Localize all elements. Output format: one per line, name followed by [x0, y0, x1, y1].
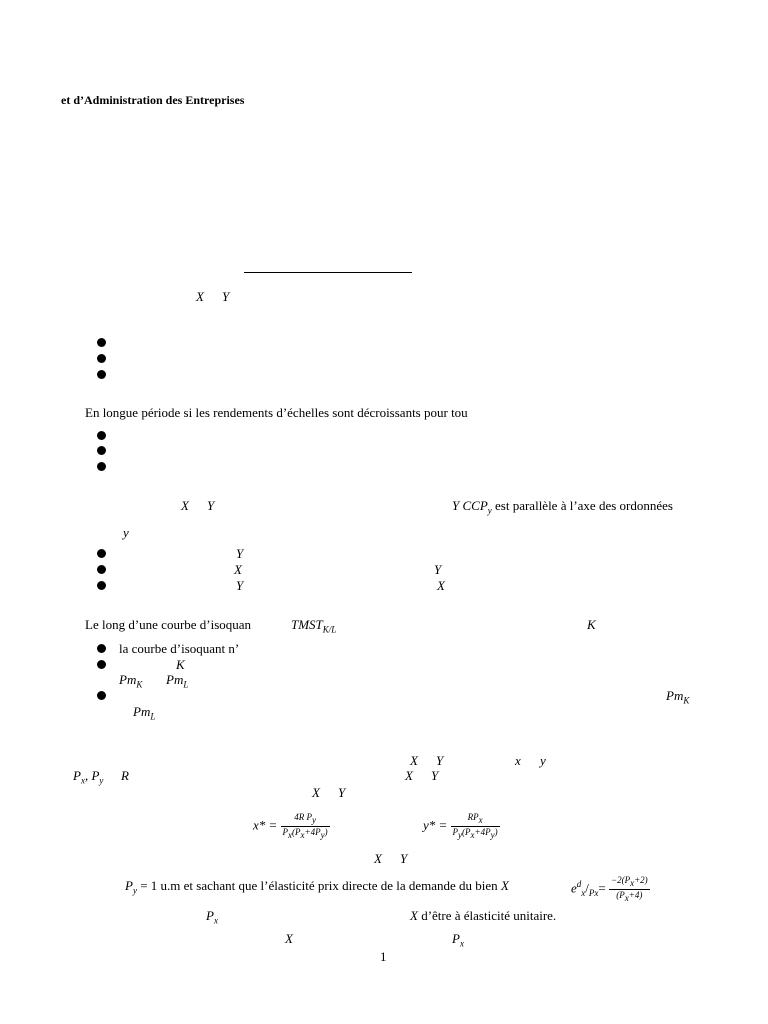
- q5-var-y2: Y: [431, 768, 439, 783]
- q5-py-line: $P_y = 1$ u.m et sachant que l’élasticité prix directe de la demande du bien X: [125, 878, 509, 896]
- q4-lead: Le long d’une courbe d’isoquan: [85, 617, 252, 632]
- q5-last-x: X: [285, 931, 293, 946]
- q5-var-y4: Y: [400, 851, 408, 866]
- bullet-icon: [97, 660, 106, 669]
- bullet-icon: [97, 431, 106, 440]
- institution-header: et d’Administration des Entreprises: [61, 93, 245, 107]
- q5-prices: $P_x$, $P_y$: [73, 768, 104, 786]
- q1-var-y: Y: [222, 289, 230, 304]
- xstar-formula: x* = $\frac{4R P_y}{P_x(P_x+4P_y)}$: [253, 812, 328, 840]
- q4-b2-k: K: [176, 657, 185, 672]
- bullet-icon: [97, 691, 106, 700]
- q5-last-px: $P_x$: [452, 931, 464, 949]
- q4-tmst: $TMST_{K/L}$: [291, 617, 337, 635]
- q3-b1-y: Y: [236, 546, 244, 561]
- bullet-icon: [97, 462, 106, 471]
- q5-var-x4: X: [374, 851, 382, 866]
- bullet-icon: [97, 565, 106, 574]
- bullet-icon: [97, 549, 106, 558]
- bullet-icon: [97, 370, 106, 379]
- q3-var-y: Y: [207, 498, 215, 513]
- q3-ccp-label: Y CCP: [452, 498, 488, 513]
- page-number: 1: [380, 949, 387, 964]
- q5-unit-line: X d’être à élasticité unitaire.: [410, 908, 557, 923]
- bullet-icon: [97, 354, 106, 363]
- q3-ccp-text: est parallèle à l’axe des ordonnées: [495, 498, 673, 513]
- q3-b3-x: X: [437, 578, 445, 593]
- q5-var-x2: X: [405, 768, 413, 783]
- bullet-icon: [97, 446, 106, 455]
- q5-var-x: X: [410, 753, 418, 768]
- q3-b3-y: Y: [236, 578, 244, 593]
- q3-ccp-line: [452, 499, 673, 516]
- q4-pmk-2: $Pm_K$: [666, 688, 690, 706]
- title-underline: [244, 272, 412, 273]
- q5-income: R: [121, 768, 129, 783]
- q4-k: K: [587, 617, 596, 632]
- elasticity-formula: $e^d_x/_{Px}=$ $\frac{-2(P_x+2)}{(P_x+4)}$: [571, 875, 648, 903]
- q3-var-x: X: [181, 498, 189, 513]
- q4-b1: la courbe d’isoquant n’: [119, 641, 240, 656]
- q5-var-y: Y: [436, 753, 444, 768]
- q5-var-y3: Y: [338, 785, 346, 800]
- ystar-formula: y* = $\frac{RP_x}{P_y(P_x+4P_y)}$: [423, 812, 498, 840]
- q2-text: En longue période si les rendements d’échelles sont décroissants pour tou: [85, 405, 468, 420]
- q1-var-x: X: [196, 289, 204, 304]
- q5-var-x3: X: [312, 785, 320, 800]
- q3-y-var: y: [123, 525, 129, 540]
- q3-b2-x: X: [234, 562, 242, 577]
- bullet-icon: [97, 644, 106, 653]
- q5-px-1: $P_x$: [206, 908, 218, 926]
- bullet-icon: [97, 581, 106, 590]
- q3-ccp-sub: y: [487, 505, 492, 516]
- q5-var-ly: y: [540, 753, 546, 768]
- q4-pml-1: $Pm_L$: [166, 672, 189, 690]
- q4-pmk-1: $Pm_K$: [119, 672, 143, 690]
- bullet-icon: [97, 338, 106, 347]
- q5-var-lx: x: [515, 753, 521, 768]
- q4-pml-2: $Pm_L$: [133, 704, 156, 722]
- q3-b2-y: Y: [434, 562, 442, 577]
